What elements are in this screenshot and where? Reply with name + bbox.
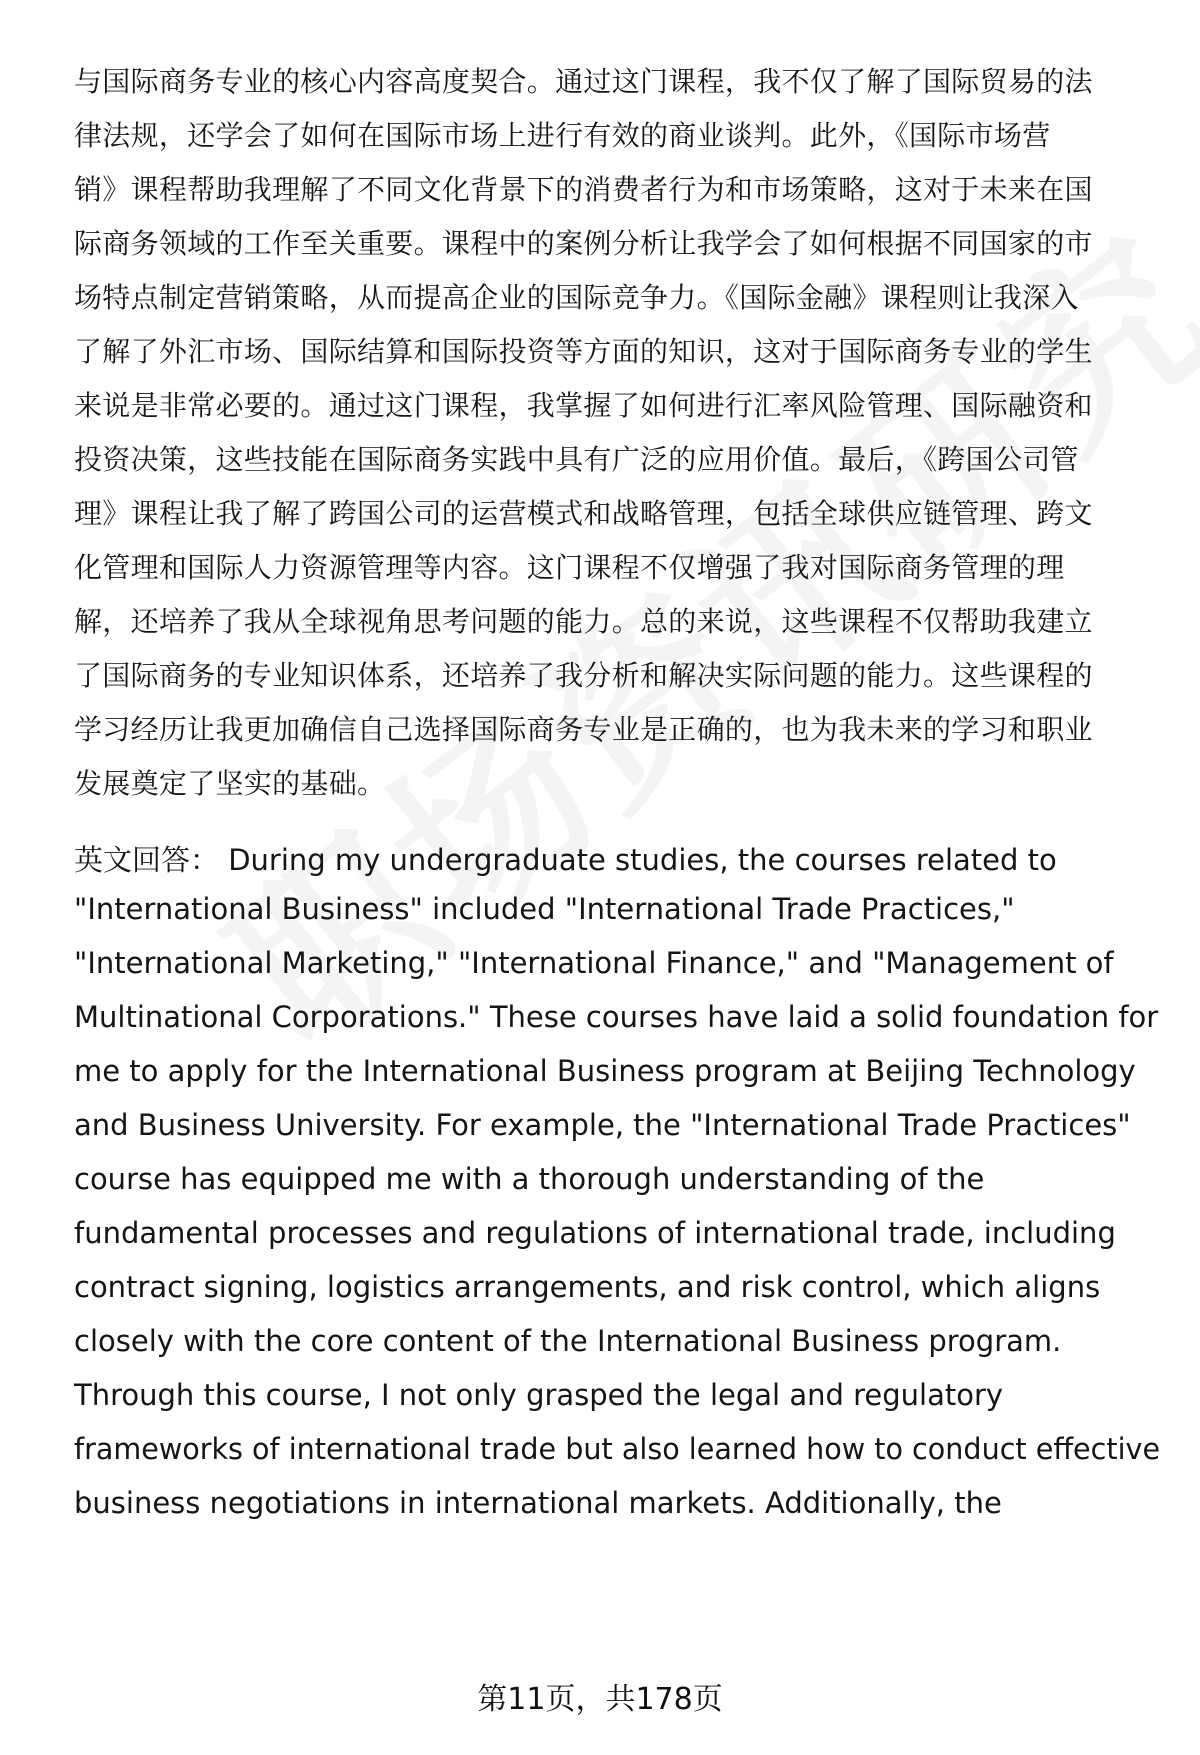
text-line: 英文回答： During my undergraduate studies, the courses related to: [74, 843, 1057, 877]
text-line: "International Marketing," "International Finance," and "Management of: [74, 946, 1114, 980]
text-line: "International Business" included "International Trade Practices,": [74, 892, 1015, 926]
text-line: contract signing, logistics arrangements, and risk control, which aligns: [74, 1270, 1101, 1304]
text-line: and Business University. For example, the "International Trade Practices": [74, 1108, 1131, 1142]
text-line: course has equipped me with a thorough understanding of the: [74, 1162, 985, 1196]
page-number-footer: 第11页，共178页: [477, 1682, 723, 1717]
text-line: 化管理和国际人力资源管理等内容。这门课程不仅增强了我对国际商务管理的理: [74, 551, 1065, 584]
text-line: 律法规，还学会了如何在国际市场上进行有效的商业谈判。此外，《国际市场营: [74, 119, 1051, 152]
text-line: 了国际商务的专业知识体系，还培养了我分析和解决实际问题的能力。这些课程的: [74, 659, 1093, 692]
text-line: fundamental processes and regulations of international trade, including: [74, 1216, 1116, 1250]
text-line: business negotiations in international markets. Additionally, the: [74, 1486, 1002, 1520]
text-line: 了解了外汇市场、国际结算和国际投资等方面的知识，这对于国际商务专业的学生: [74, 335, 1093, 368]
text-line: Through this course, I not only grasped the legal and regulatory: [74, 1378, 1004, 1412]
text-line: 发展奠定了坚实的基础。: [74, 767, 386, 800]
text-line: 销》课程帮助我理解了不同文化背景下的消费者行为和市场策略，这对于未来在国: [74, 173, 1093, 206]
text-line: 场特点制定营销策略，从而提高企业的国际竞争力。《国际金融》课程则让我深入: [74, 281, 1079, 314]
text-line: me to apply for the International Business program at Beijing Technology: [74, 1054, 1136, 1088]
text-line: 来说是非常必要的。通过这门课程，我掌握了如何进行汇率风险管理、国际融资和: [74, 389, 1093, 422]
text-line: 理》课程让我了解了跨国公司的运营模式和战略管理，包括全球供应链管理、跨文: [74, 497, 1093, 530]
text-line: closely with the core content of the International Business program.: [74, 1324, 1062, 1358]
text-line: 解，还培养了我从全球视角思考问题的能力。总的来说，这些课程不仅帮助我建立: [74, 605, 1093, 638]
text-line: Multinational Corporations." These courses have laid a solid foundation for: [74, 1000, 1159, 1034]
text-line: 与国际商务专业的核心内容高度契合。通过这门课程，我不仅了解了国际贸易的法: [74, 65, 1093, 98]
text-line: 学习经历让我更加确信自己选择国际商务专业是正确的，也为我未来的学习和职业: [74, 713, 1093, 746]
text-line: 投资决策，这些技能在国际商务实践中具有广泛的应用价值。最后，《跨国公司管: [74, 443, 1079, 476]
text-line: frameworks of international trade but also learned how to conduct effective: [74, 1432, 1161, 1466]
text-line: 际商务领域的工作至关重要。课程中的案例分析让我学会了如何根据不同国家的市: [74, 227, 1093, 260]
